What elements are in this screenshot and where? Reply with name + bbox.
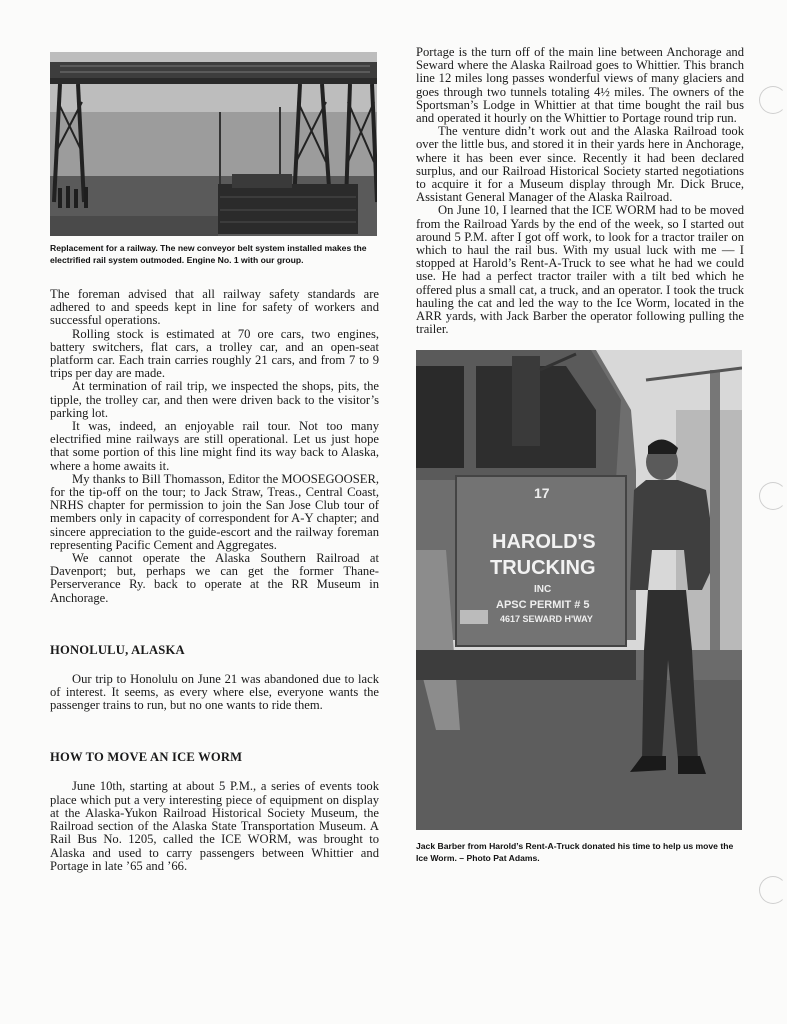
truck-door-line5: 4617 SEWARD H'WAY [500,614,593,625]
paragraph: It was, indeed, an enjoyable rail tour. Not too many electrified mine railways are still operational. Let us just hope that some portion of this line might find its way back to Alaska, where a home awaits it. [50,419,379,473]
paragraph: Rolling stock is estimated at 70 ore cars, two engines, battery switchers, flat cars, a trolley car, and an open-seat platform car. Each train carries roughly 21 cars, and from 7 to 9 trips per day are made. [50,326,379,381]
honolulu-body [50,673,379,713]
truck-door-line1: HAROLD'S [492,531,596,554]
paragraph: The venture didn’t work out and the Alaska Railroad took over the little bus, and stored it in their yards here in Anchorage, where it has been ever since. Recently it had been declared surplus, and our Railroad Historical Society started negotiations to acquire it for a Museum display through Mr. Dick Bruce, Assistant General Manager of the Alaska Railroad. [416,124,744,205]
left-column [50,52,379,873]
truck-door-number: 17 [534,485,550,502]
section-heading-honolulu: HONOLULU, ALASKA [50,642,185,657]
truck-door-line4: APSC PERMIT # 5 [496,599,590,612]
truck-photo-image [416,350,742,830]
door-decal [460,610,488,624]
section-heading-ice-worm: HOW TO MOVE AN ICE WORM [50,750,243,765]
truck-door-line3: INC [534,584,552,596]
paragraph: My thanks to Bill Thomasson, Editor the MOOSEGOOSER, for the tip-off on the tour; to Jack Straw, Treas., Central Coast, NRHS chapter for permission to join the San Jose Club tour of members only in capacity of correspondent for A-Y chapter; and sincere appreciation to the guide-escort and the railway foreman representing Pacific Cement and Aggregates. [50,471,379,552]
ice-worm-body [50,780,379,872]
conveyor-photo-image [50,52,377,236]
conveyor-photo-caption: Replacement for a railway. The new conveyor belt system installed makes the electrified rail system outmoded. Engine No. 1 with our group. [50,243,367,265]
truck-photo-caption: Jack Barber from Harold’s Rent-A-Truck donated his time to help us move the Ice Worm. – Photo Pat Adams. [416,841,734,864]
paragraph: At termination of rail trip, we inspected the shops, pits, the tipple, the trolley car, and then were driven back to the visitor’s parking lot. [50,379,379,420]
punch-hole-top [759,86,787,114]
conveyor-photo [50,52,377,236]
paragraph: Our trip to Honolulu on June 21 was abandoned due to lack of interest. It seems, as every where else, everyone wants the passenger trains to run, but no one wants to ride them. [50,671,379,713]
punch-hole-bottom [759,876,787,904]
punch-hole-middle [759,482,787,510]
paragraph: Portage is the turn off of the main line between Anchorage and Seward where the Alaska Railroad goes to Whittier. This branch line 12 miles long passes wonderful views of many glaciers and goes through two tunnels totaling 4½ miles. The owners of the Sportsman’s Lodge in Whittier at that time bought the rail bus and operated it hourly on the Whittier to Portage round trip run. [416,45,744,126]
paragraph: We cannot operate the Alaska Southern Railroad at Davenport; but, perhaps we can get the former Thane-Perserverance Ry. back to operate at the RR Museum in Anchorage. [50,551,379,605]
truck-door-line2: TRUCKING [490,557,596,580]
truck-photo [416,350,742,830]
paragraph: On June 10, I learned that the ICE WORM had to be moved from the Railroad Yards by the end of the week, so I started out around 5 P.M. after I got off work, to look for a tractor trailer on which to haul the rail bus. With my usual luck with me — I stopped at Harold’s Rent-A-Truck to see what he had we could use. He had a perfect tractor trailer with a tilt bed which he offered plus a small cat, a truck, and an operator. I took the truck hauling the cat and led the way to the Ice Worm, located in the ARR yards, with Jack Barber the operator following pulling the trailer. [416,203,744,337]
right-column [416,46,744,864]
left-article-body [50,288,379,605]
paragraph: The foreman advised that all railway safety standards are adhered to and speeds kept in line for safety of workers and successful operations. [50,287,379,328]
right-article-body [416,46,744,336]
paragraph: June 10th, starting at about 5 P.M., a series of events took place which put a very interesting piece of equipment on display at the Alaska-Yukon Railroad Historical Society Museum, the Railroad section of the Alaska State Transportation Museum. A Rail Bus No. 1205, called the ICE WORM, was brought to Alaska and used to carry passengers between Whittier and Portage in late ’65 and ’66. [50,779,379,873]
